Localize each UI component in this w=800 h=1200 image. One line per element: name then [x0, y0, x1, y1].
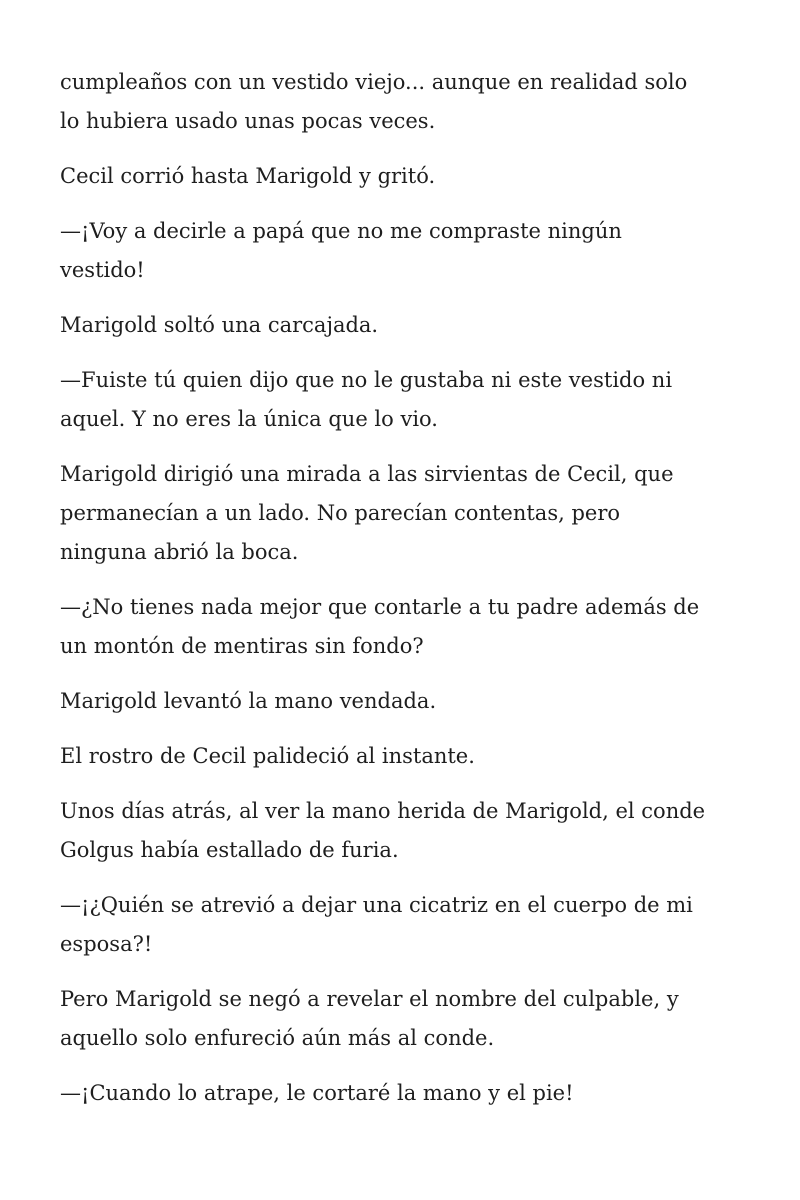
- text-line: —¡Cuando lo atrape, le cortaré la mano y el pie!: [60, 1081, 574, 1105]
- paragraph: [60, 737, 760, 776]
- text-line: —¡Voy a decirle a papá que no me compraste ningún: [60, 219, 622, 243]
- dialogue-paragraph: [60, 1074, 760, 1113]
- text-line: vestido!: [60, 258, 145, 282]
- dialogue-paragraph: [60, 588, 760, 666]
- paragraph: [60, 63, 760, 141]
- text-line: ninguna abrió la boca.: [60, 540, 299, 564]
- text-line: —¿No tienes nada mejor que contarle a tu padre además de: [60, 595, 700, 619]
- paragraph: [60, 455, 760, 572]
- text-line: aquello solo enfureció aún más al conde.: [60, 1026, 495, 1050]
- dialogue-paragraph: [60, 212, 760, 290]
- text-line: permanecían a un lado. No parecían contentas, pero: [60, 501, 620, 525]
- text-line: Marigold levantó la mano vendada.: [60, 689, 437, 713]
- text-line: lo hubiera usado unas pocas veces.: [60, 109, 436, 133]
- text-line: esposa?!: [60, 932, 153, 956]
- paragraph: [60, 980, 760, 1058]
- dialogue-paragraph: [60, 361, 760, 439]
- text-line: un montón de mentiras sin fondo?: [60, 634, 424, 658]
- text-line: Marigold dirigió una mirada a las sirvientas de Cecil, que: [60, 462, 674, 486]
- text-line: —Fuiste tú quien dijo que no le gustaba ni este vestido ni: [60, 368, 673, 392]
- text-line: Cecil corrió hasta Marigold y gritó.: [60, 164, 436, 188]
- text-line: Golgus había estallado de furia.: [60, 838, 399, 862]
- paragraph: [60, 157, 760, 196]
- text-line: Marigold soltó una carcajada.: [60, 313, 379, 337]
- reading-page: [60, 63, 760, 1129]
- paragraph: [60, 792, 760, 870]
- text-line: Pero Marigold se negó a revelar el nombre del culpable, y: [60, 987, 679, 1011]
- text-line: El rostro de Cecil palideció al instante.: [60, 744, 475, 768]
- dialogue-paragraph: [60, 886, 760, 964]
- text-line: aquel. Y no eres la única que lo vio.: [60, 407, 438, 431]
- paragraph: [60, 306, 760, 345]
- paragraph: [60, 682, 760, 721]
- text-line: cumpleaños con un vestido viejo... aunque en realidad solo: [60, 70, 688, 94]
- text-line: Unos días atrás, al ver la mano herida de Marigold, el conde: [60, 799, 706, 823]
- text-line: —¡¿Quién se atrevió a dejar una cicatriz en el cuerpo de mi: [60, 893, 693, 917]
